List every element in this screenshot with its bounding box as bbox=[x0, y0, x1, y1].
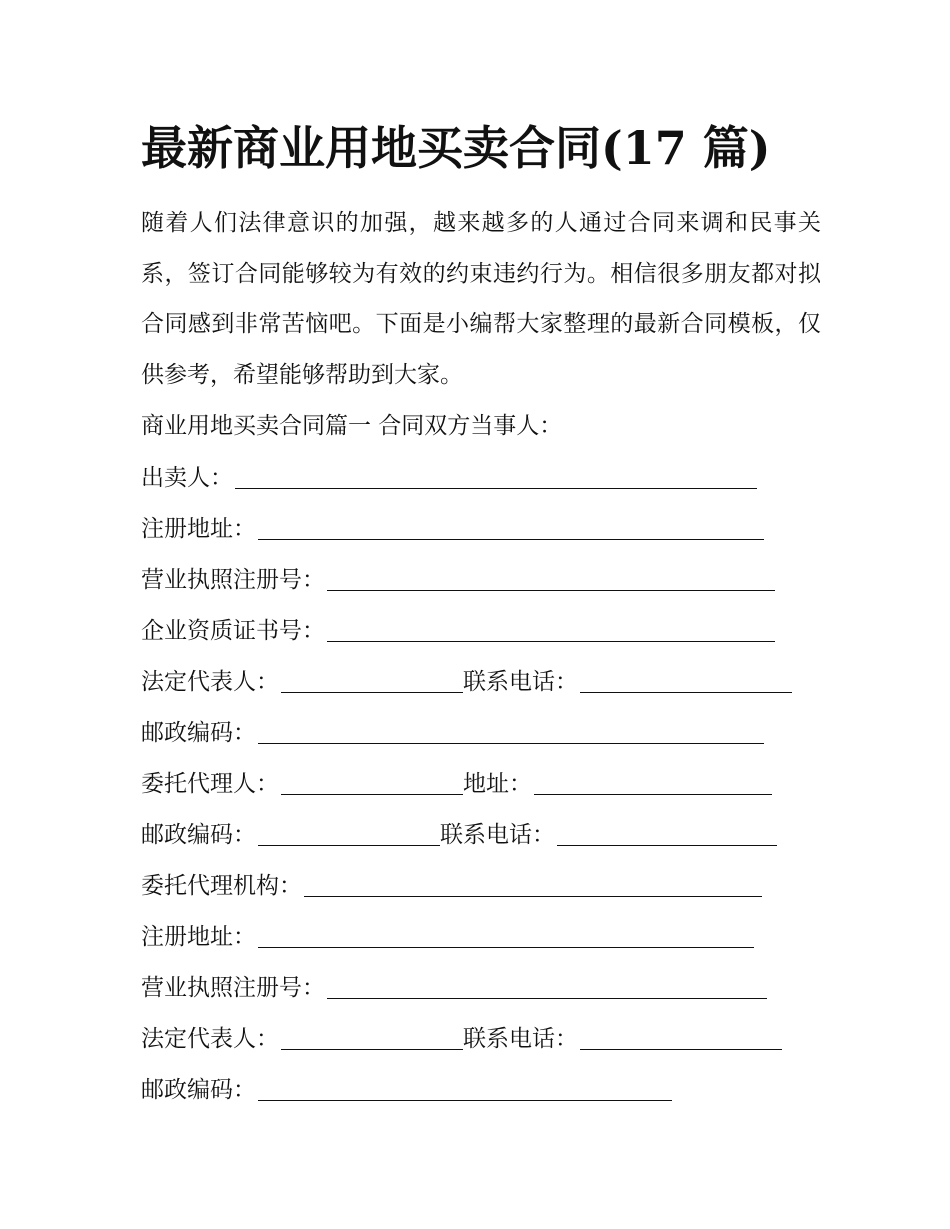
fill-blank-line[interactable] bbox=[281, 670, 463, 693]
fill-blank-line[interactable] bbox=[235, 466, 757, 489]
fill-blank-line[interactable] bbox=[327, 976, 767, 999]
field-agency-registered-address bbox=[141, 917, 754, 957]
field-seller bbox=[141, 458, 757, 498]
field-label: 出卖人： bbox=[141, 465, 233, 491]
field-registered-address bbox=[141, 509, 764, 549]
field-label: 注册地址： bbox=[141, 924, 256, 950]
field-label: 邮政编码： bbox=[141, 720, 256, 746]
fill-blank-line[interactable] bbox=[258, 721, 764, 744]
fill-blank-line[interactable] bbox=[580, 1027, 782, 1050]
field-label: 法定代表人： bbox=[141, 1026, 279, 1052]
field-qualification-cert-no bbox=[141, 611, 775, 651]
section-heading: 商业用地买卖合同篇一 合同双方当事人： bbox=[141, 413, 563, 439]
field-authorized-agent bbox=[141, 764, 772, 804]
fill-blank-line[interactable] bbox=[580, 670, 792, 693]
field-label: 注册地址： bbox=[141, 516, 256, 542]
document-title: 最新商业用地买卖合同(17 篇) bbox=[141, 121, 771, 175]
field-label-phone: 联系电话： bbox=[440, 822, 555, 848]
fill-blank-line[interactable] bbox=[327, 568, 775, 591]
fill-blank-line[interactable] bbox=[281, 1027, 463, 1050]
field-label: 委托代理机构： bbox=[141, 873, 302, 899]
field-label: 法定代表人： bbox=[141, 669, 279, 695]
field-label-phone: 联系电话： bbox=[463, 669, 578, 695]
fill-blank-line[interactable] bbox=[327, 619, 775, 642]
fill-blank-line[interactable] bbox=[258, 517, 764, 540]
field-agency bbox=[141, 866, 762, 906]
field-label-phone: 联系电话： bbox=[463, 1026, 578, 1052]
field-label: 邮政编码： bbox=[141, 1077, 256, 1103]
field-agent-postal-code bbox=[141, 815, 777, 855]
field-legal-representative bbox=[141, 662, 792, 702]
field-label-address: 地址： bbox=[463, 771, 532, 797]
fill-blank-line[interactable] bbox=[281, 772, 463, 795]
fill-blank-line[interactable] bbox=[304, 874, 762, 897]
field-label: 企业资质证书号： bbox=[141, 618, 325, 644]
intro-paragraph: 随着人们法律意识的加强，越来越多的人通过合同来调和民事关系，签订合同能够较为有效的约束违约行为。相信很多朋友都对拟合同感到非常苦恼吧。下面是小编帮大家整理的最新合同模板，仅供参考，希望能够帮助到大家。 bbox=[141, 210, 821, 388]
field-agency-legal-representative bbox=[141, 1019, 782, 1059]
field-business-license-no bbox=[141, 560, 775, 600]
fill-blank-line[interactable] bbox=[258, 925, 754, 948]
fill-blank-line[interactable] bbox=[557, 823, 777, 846]
field-agency-postal-code bbox=[141, 1070, 672, 1110]
field-label: 邮政编码： bbox=[141, 822, 256, 848]
fill-blank-line[interactable] bbox=[258, 823, 440, 846]
field-agency-business-license-no bbox=[141, 968, 767, 1008]
field-postal-code bbox=[141, 713, 764, 753]
fill-blank-line[interactable] bbox=[534, 772, 772, 795]
field-label: 营业执照注册号： bbox=[141, 975, 325, 1001]
field-label: 营业执照注册号： bbox=[141, 567, 325, 593]
field-label: 委托代理人： bbox=[141, 771, 279, 797]
fill-blank-line[interactable] bbox=[258, 1078, 672, 1101]
